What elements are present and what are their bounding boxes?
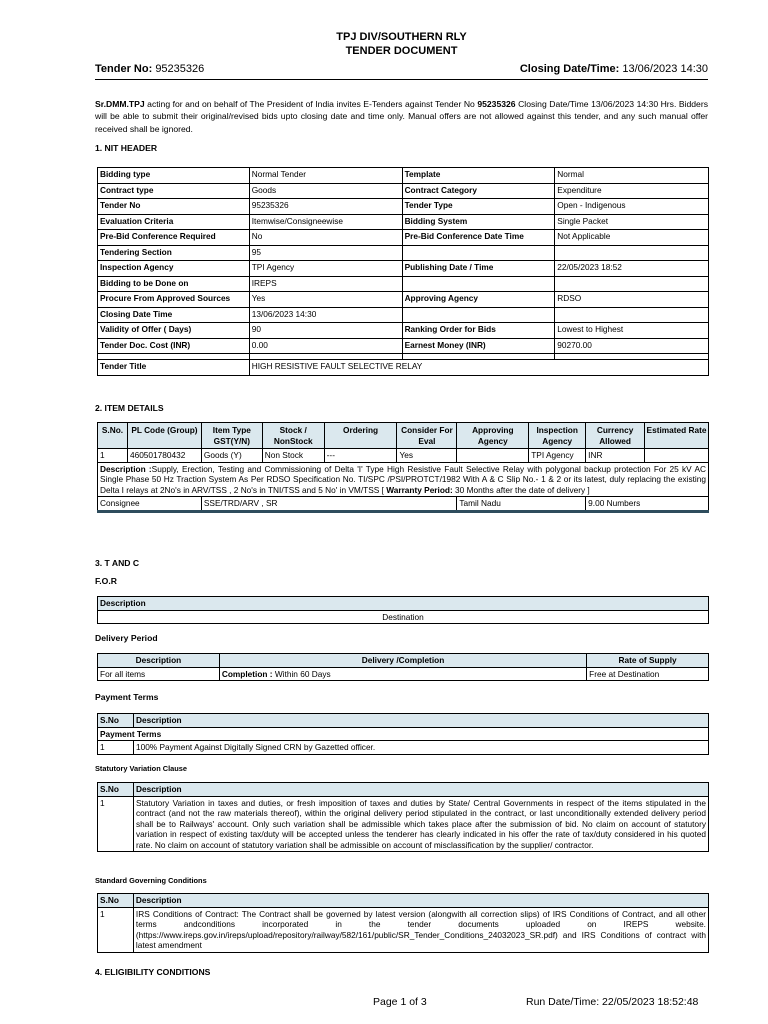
nit-label: Tender No — [98, 199, 250, 215]
section-eligibility: 4. ELIGIBILITY CONDITIONS — [95, 967, 211, 977]
nit-row — [98, 307, 709, 323]
payment-sno: 1 — [98, 741, 134, 755]
nit-value: Single Packet — [555, 214, 709, 230]
svc-sno: 1 — [98, 796, 134, 852]
nit-value: Not Applicable — [555, 230, 709, 246]
nit-value — [555, 276, 709, 292]
nit-label: Tender Doc. Cost (INR) — [98, 338, 250, 354]
item-col-header: Item Type GST(Y/N) — [201, 423, 262, 449]
item-col-header: PL Code (Group) — [127, 423, 201, 449]
item-col-header: Approving Agency — [457, 423, 529, 449]
consignee-quantity: 9.00 Numbers — [586, 497, 709, 512]
item-cell: Goods (Y) — [201, 449, 262, 463]
item-col-header: Ordering — [324, 423, 397, 449]
tender-title-value: HIGH RESISTIVE FAULT SELECTIVE RELAY — [249, 360, 708, 376]
item-col-header: Estimated Rate — [645, 423, 709, 449]
tender-title-label: Tender Title — [98, 360, 250, 376]
tender-title-row — [98, 360, 709, 376]
division-title: TPJ DIV/SOUTHERN RLY — [336, 31, 467, 43]
nit-value: 90 — [249, 323, 402, 339]
item-cell: Non Stock — [262, 449, 324, 463]
delivery-header-completion: Delivery /Completion — [219, 654, 586, 668]
sgc-text: IRS Conditions of Contract: The Contract shall be governed by latest version (alongwith all correction slips) of IRS Conditions of Contract, and all other terms andconditions incorporated in the tender documents uploaded on IREPS website. (https://www.ireps.gov.in/ireps/upload/repository/railway/582/161/public/SR_Tender_Conditions_24032023_SR.pdf) and IRS Conditions of contract with latest amendment — [133, 907, 708, 952]
sgc-header-description: Description — [133, 894, 708, 908]
delivery-header-rate: Rate of Supply — [587, 654, 709, 668]
delivery-completion: Completion : Within 60 Days — [219, 667, 586, 681]
svc-text: Statutory Variation in taxes and duties, or fresh imposition of taxes and duties by State/ Central Governments in respect of the items stipulated in the contract (and not the raw materials thereof), within the original delivery period stipulated in the contract, or last unconditionally extended delivery period shall be to Railways' account. Only such variation shall be admissible which takes place after the submission of bid. No claim on account of statutory variation in respect of existing tax/duty will be accepted unless the tenderer has clearly indicated in his offer the rate of tax/duty considered in his quoted rate. No claim on account of statutory variation shall be admissible on account of misclassification by the supplier/ contractor. — [133, 796, 708, 852]
payment-terms-table — [97, 713, 709, 755]
sgc-sno: 1 — [98, 907, 134, 952]
nit-value: 0.00 — [249, 338, 402, 354]
standard-governing-title: Standard Governing Conditions — [95, 876, 207, 885]
nit-label: Contract Category — [402, 183, 555, 199]
item-col-header: S.No. — [98, 423, 128, 449]
nit-label: Closing Date Time — [98, 307, 250, 323]
nit-row — [98, 338, 709, 354]
item-cell: --- — [324, 449, 397, 463]
item-details-table — [97, 422, 709, 513]
svc-header-description: Description — [133, 783, 708, 797]
nit-value: RDSO — [555, 292, 709, 308]
svc-header-sno: S.No — [98, 783, 134, 797]
nit-row — [98, 276, 709, 292]
item-col-header: Stock / NonStock — [262, 423, 324, 449]
item-cell: 1 — [98, 449, 128, 463]
for-value: Destination — [98, 610, 709, 624]
nit-label: Procure From Approved Sources — [98, 292, 250, 308]
nit-label: Bidding to be Done on — [98, 276, 250, 292]
delivery-header-description: Description — [98, 654, 220, 668]
nit-label: Bidding System — [402, 214, 555, 230]
nit-row — [98, 214, 709, 230]
nit-row — [98, 292, 709, 308]
nit-label — [402, 307, 555, 323]
section-nit-header: 1. NIT HEADER — [95, 143, 158, 153]
nit-label: Pre-Bid Conference Required — [98, 230, 250, 246]
nit-label: Publishing Date / Time — [402, 261, 555, 277]
nit-row — [98, 245, 709, 261]
header-divider — [95, 79, 708, 80]
standard-governing-table — [97, 893, 709, 953]
nit-label: Bidding type — [98, 168, 250, 184]
closing-date-time: Closing Date/Time: 13/06/2023 14:30 — [519, 63, 708, 75]
statutory-variation-table — [97, 782, 709, 852]
nit-value: Normal Tender — [249, 168, 402, 184]
nit-value: IREPS — [249, 276, 402, 292]
nit-value: Lowest to Highest — [555, 323, 709, 339]
nit-row — [98, 230, 709, 246]
consignee-state: Tamil Nadu — [457, 497, 586, 512]
nit-label: Evaluation Criteria — [98, 214, 250, 230]
nit-label: Ranking Order for Bids — [402, 323, 555, 339]
item-cell: 460501780432 — [127, 449, 201, 463]
item-row — [98, 449, 709, 463]
item-cell: TPI Agency — [529, 449, 586, 463]
section-item-details: 2. ITEM DETAILS — [95, 403, 164, 413]
delivery-description: For all items — [98, 667, 220, 681]
item-col-header: Inspection Agency — [529, 423, 586, 449]
sgc-header-sno: S.No — [98, 894, 134, 908]
nit-header-table — [97, 167, 709, 376]
tender-meta-row — [95, 63, 708, 75]
nit-row — [98, 199, 709, 215]
nit-label: Inspection Agency — [98, 261, 250, 277]
nit-label: Contract type — [98, 183, 250, 199]
nit-value: Open - Indigenous — [555, 199, 709, 215]
delivery-period-title: Delivery Period — [95, 633, 158, 643]
nit-value: 95235326 — [249, 199, 402, 215]
for-title: F.O.R — [95, 576, 117, 586]
statutory-variation-title: Statutory Variation Clause — [95, 764, 187, 773]
nit-value: Goods — [249, 183, 402, 199]
payment-header-sno: S.No — [98, 714, 134, 728]
delivery-rate: Free at Destination — [587, 667, 709, 681]
nit-row — [98, 183, 709, 199]
nit-value — [555, 307, 709, 323]
item-cell: Yes — [397, 449, 457, 463]
nit-value: TPI Agency — [249, 261, 402, 277]
nit-label: Template — [402, 168, 555, 184]
item-col-header: Currency Allowed — [586, 423, 645, 449]
item-cell: INR — [586, 449, 645, 463]
nit-label: Approving Agency — [402, 292, 555, 308]
for-header: Description — [98, 597, 709, 611]
nit-label — [402, 245, 555, 261]
nit-label: Validity of Offer ( Days) — [98, 323, 250, 339]
tender-number: Tender No: 95235326 — [95, 63, 205, 75]
nit-value: Yes — [249, 292, 402, 308]
document-title: TENDER DOCUMENT — [345, 45, 458, 57]
payment-terms-title: Payment Terms — [95, 692, 159, 702]
run-date-time: Run Date/Time: 22/05/2023 18:52:48 — [526, 996, 699, 1008]
nit-value: 95 — [249, 245, 402, 261]
payment-header-description: Description — [133, 714, 708, 728]
payment-group-label: Payment Terms — [98, 727, 709, 741]
consignee-value: SSE/TRD/ARV , SR — [201, 497, 456, 512]
consignee-label: Consignee — [98, 497, 202, 512]
nit-value — [555, 245, 709, 261]
item-cell — [645, 449, 709, 463]
intro-paragraph: Sr.DMM.TPJ acting for and on behalf of The President of India invites E-Tenders against Tender No 95235326 Closing Date/Time 13/06/2023 14:30 Hrs. Bidders will be able to submit their original/revised bids upto closing date and time only. Manual offers are not allowed against this tender, and any such manual offer received shall be ignored. — [95, 99, 708, 134]
nit-value: 13/06/2023 14:30 — [249, 307, 402, 323]
nit-label: Tender Type — [402, 199, 555, 215]
nit-row — [98, 168, 709, 184]
item-cell — [457, 449, 529, 463]
payment-text: 100% Payment Against Digitally Signed CRN by Gazetted officer. — [133, 741, 708, 755]
section-t-and-c: 3. T AND C — [95, 558, 140, 568]
item-description: Description :Supply, Erection, Testing and Commissioning of Delta 'I' Type High Resistive Fault Selective Relay with polygonal backup protection For 25 kV AC Single Phase 50 Hz Traction System As Per RDSO Specification No. TI/SPC /PSI/PROTCT/1982 With A & C Slip No.- 1 & 2 or its latest, duly replacing the existing Delta I relays at 2No's in ARV/TSS , 2 No's in TNI/TSS and 5 No' in VM/TSS [ Warranty Period: 30 Months after the date of delivery ] — [98, 462, 709, 497]
nit-row — [98, 323, 709, 339]
nit-value: 90270.00 — [555, 338, 709, 354]
item-col-header: Consider For Eval — [397, 423, 457, 449]
nit-row — [98, 261, 709, 277]
nit-label: Tendering Section — [98, 245, 250, 261]
nit-value: No — [249, 230, 402, 246]
nit-value: 22/05/2023 18:52 — [555, 261, 709, 277]
delivery-table — [97, 653, 709, 681]
nit-label: Pre-Bid Conference Date Time — [402, 230, 555, 246]
nit-label — [402, 276, 555, 292]
consignee-row — [98, 497, 709, 512]
page-number: Page 1 of 3 — [373, 996, 427, 1008]
nit-value: Itemwise/Consigneewise — [249, 214, 402, 230]
nit-label: Earnest Money (INR) — [402, 338, 555, 354]
for-table — [97, 596, 709, 624]
nit-value: Normal — [555, 168, 709, 184]
nit-value: Expenditure — [555, 183, 709, 199]
